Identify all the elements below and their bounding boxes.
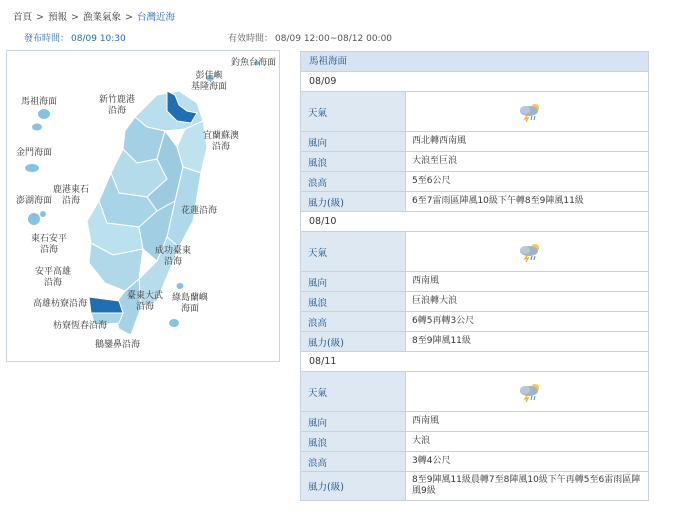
wave-row <box>301 152 648 172</box>
forecast-date: 08/10 <box>301 212 648 232</box>
kinmen-island <box>25 164 39 172</box>
map-label-kinmen[interactable]: 金門海面 <box>16 148 53 158</box>
wave-height-row <box>301 172 648 192</box>
thunderstorm-cloud-icon <box>517 382 543 402</box>
weather-label: 天氣 <box>301 372 406 411</box>
row-value: 5至6公尺 <box>406 172 648 191</box>
forecast-day <box>301 352 648 500</box>
map-label-diaoyutai[interactable]: 釣魚台海面 <box>231 58 277 68</box>
breadcrumb-forecast[interactable]: 預報 <box>47 12 67 23</box>
row-label: 風力(級) <box>301 192 406 211</box>
issue-time-value: 08/09 10:30 <box>71 34 126 44</box>
row-value: 8至9陣風11級晨轉7至8陣風10級下午再轉5至6雷雨區陣風9級 <box>406 472 648 500</box>
thunderstorm-cloud-icon <box>517 102 543 122</box>
thunderstorm-cloud-icon <box>517 242 543 262</box>
row-label: 浪高 <box>301 172 406 191</box>
breadcrumb-home[interactable]: 首頁 <box>13 12 33 23</box>
map-label-eluanbi[interactable]: 鵝鑾鼻沿海 <box>95 340 141 350</box>
breadcrumb-separator: > <box>36 12 44 23</box>
wind-force-row <box>301 192 648 212</box>
weather-label: 天氣 <box>301 232 406 271</box>
row-value: 3轉4公尺 <box>406 452 648 471</box>
map-label-fangliao-hengchun[interactable]: 枋寮恆春沿海 <box>53 321 108 331</box>
row-label: 風向 <box>301 272 406 291</box>
row-value: 西南風 <box>406 412 648 431</box>
forecast-panel <box>300 51 649 501</box>
valid-time <box>228 31 392 44</box>
wind-direction-row <box>301 272 648 292</box>
wave-height-row <box>301 452 648 472</box>
forecast-day <box>301 72 648 212</box>
weather-label: 天氣 <box>301 92 406 131</box>
row-label: 浪高 <box>301 452 406 471</box>
row-value: 大浪至巨浪 <box>406 152 648 171</box>
map-label-chenggong-taitung[interactable]: 成功臺東 沿海 <box>155 246 192 267</box>
row-label: 風向 <box>301 132 406 151</box>
row-value: 6至7雷雨區陣風10級下午轉8至9陣風11級 <box>406 192 648 211</box>
map-label-taitung-dawu[interactable]: 臺東大武 沿海 <box>127 291 164 312</box>
row-value: 西北轉西南風 <box>406 132 648 151</box>
wave-row <box>301 432 648 452</box>
map-label-lukang-dongshi[interactable]: 鹿港東石 沿海 <box>53 185 90 206</box>
row-value: 西南風 <box>406 272 648 291</box>
row-label: 風力(級) <box>301 472 406 500</box>
weather-row <box>301 232 648 272</box>
breadcrumb-separator: > <box>124 12 133 23</box>
map-label-kaohsiung-fangliao[interactable]: 高雄枋寮沿海 <box>33 299 88 309</box>
penghu-island <box>28 213 40 225</box>
wind-direction-row <box>301 412 648 432</box>
map-label-pengjia-keelung[interactable]: 彭佳嶼 基隆海面 <box>191 71 228 92</box>
row-value: 8至9陣風11級 <box>406 332 648 351</box>
map-label-greenisland-lanyu[interactable]: 綠島蘭嶼 海面 <box>172 293 209 314</box>
breadcrumb-taiwan-coastal: 台灣近海 <box>136 12 175 23</box>
wind-force-row <box>301 332 648 352</box>
row-label: 風浪 <box>301 432 406 451</box>
row-value: 6轉5再轉3公尺 <box>406 312 648 331</box>
coastal-map <box>6 50 280 362</box>
valid-time-value: 08/09 12:00~08/12 00:00 <box>275 34 393 44</box>
breadcrumb-fishery-weather[interactable]: 漁業氣象 <box>82 12 121 23</box>
row-value: 巨浪轉大浪 <box>406 292 648 311</box>
matsu-island <box>38 109 50 119</box>
issue-time-label: 發布時間： <box>24 34 70 44</box>
breadcrumb <box>13 9 175 23</box>
forecast-day <box>301 212 648 352</box>
issue-time <box>24 31 126 44</box>
weather-value <box>406 92 648 131</box>
breadcrumb-separator: > <box>71 12 79 23</box>
row-label: 風力(級) <box>301 332 406 351</box>
map-label-matsu[interactable]: 馬祖海面 <box>21 97 58 107</box>
weather-value <box>406 372 648 411</box>
valid-time-label: 有效時間： <box>228 34 274 44</box>
lanyu-island <box>169 319 179 327</box>
map-label-anping-kaohsiung[interactable]: 安平高雄 沿海 <box>35 267 72 288</box>
panel-title: 馬祖海面 <box>301 52 648 72</box>
penghu-island <box>40 211 46 217</box>
map-label-penghu[interactable]: 澎湖海面 <box>16 196 53 206</box>
row-label: 風向 <box>301 412 406 431</box>
green-island <box>177 283 184 289</box>
weather-value <box>406 232 648 271</box>
wind-force-row <box>301 472 648 500</box>
forecast-date: 08/09 <box>301 72 648 92</box>
matsu-island <box>32 124 42 131</box>
forecast-date: 08/11 <box>301 352 648 372</box>
wave-height-row <box>301 312 648 332</box>
weather-row <box>301 92 648 132</box>
map-label-dongshi-anping[interactable]: 東石安平 沿海 <box>31 234 68 255</box>
map-label-yilan-suao[interactable]: 宜蘭蘇澳 沿海 <box>203 131 240 152</box>
highlight-kaohsiung-fangliao <box>89 297 123 313</box>
row-label: 風浪 <box>301 152 406 171</box>
weather-row <box>301 372 648 412</box>
map-label-hsinchu-lukang[interactable]: 新竹鹿港 沿海 <box>99 95 136 116</box>
wave-row <box>301 292 648 312</box>
wind-direction-row <box>301 132 648 152</box>
row-value: 大浪 <box>406 432 648 451</box>
map-label-hualien[interactable]: 花蓮沿海 <box>181 206 218 216</box>
row-label: 浪高 <box>301 312 406 331</box>
row-label: 風浪 <box>301 292 406 311</box>
